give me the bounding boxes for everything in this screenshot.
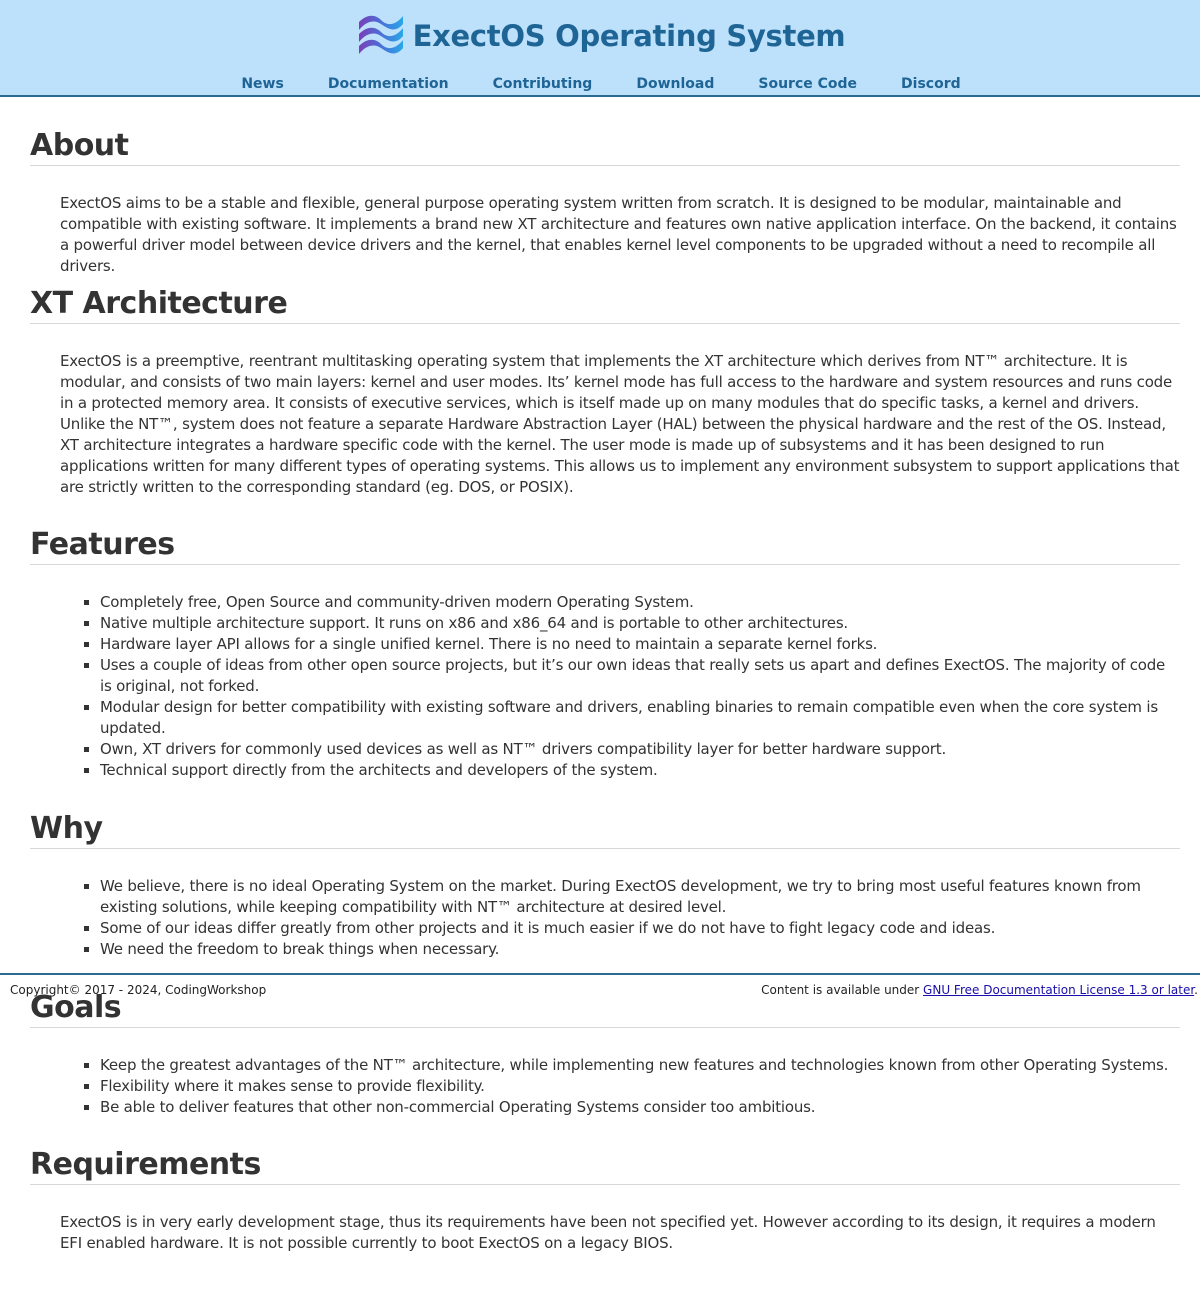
features-section (30, 527, 1180, 781)
main-nav (0, 76, 1200, 92)
list-item: ▪ We need the freedom to break things when necessary. (100, 939, 1180, 960)
features-heading: Features (30, 527, 1180, 565)
nav-news-link[interactable] (239, 76, 283, 92)
why-list (30, 876, 1180, 960)
goals-list (30, 1055, 1180, 1118)
list-item: ▪ Uses a couple of ideas from other open source projects, but it’s our own ideas that really sets us apart and defines ExectOS. The majority of code is original, not forked. (100, 655, 1180, 697)
xt-architecture-text: ExectOS is a preemptive, reentrant multitasking operating system that implements the XT architecture which derives from NT™ architecture. It is modular, and consists of two main layers: kernel and user modes. Its’ kernel mode has full access to the hardware and system resources and runs code in a protected memory area. It consists of executive services, which is itself made up on many modules that do specific tasks, a kernel and drivers. Unlike the NT™, system does not feature a separate Hardware Abstraction Layer (HAL) between the physical hardware and the rest of the OS. Instead, XT architecture integrates a hardware specific code with the kernel. The user mode is made up of subsystems and it has been designed to run applications written for many different types of operating systems. This allows us to implement any environment subsystem to support applications that are strictly written to the corresponding standard (eg. DOS, or POSIX). (60, 352, 1180, 496)
wave-logo-icon (355, 12, 413, 60)
requirements-heading: Requirements (30, 1147, 1180, 1185)
license-link[interactable]: GNU Free Documentation License 1.3 or later (923, 983, 1195, 997)
list-item: ▪ Modular design for better compatibility with existing software and drivers, enabling binaries to remain compatible even when the core system is updated. (100, 697, 1180, 739)
nav-source-code-link[interactable] (756, 76, 857, 92)
xt-architecture-section (30, 286, 1180, 498)
requirements-text: ExectOS is in very early development stage, thus its requirements have been not specified yet. However according to its design, it requires a modern EFI enabled hardware. It is not possible currently to boot ExectOS on a legacy BIOS. (60, 1213, 1156, 1252)
site-header (0, 0, 1200, 97)
list-item: ▪ Own, XT drivers for commonly used devices as well as NT™ drivers compatibility layer for better hardware support. (100, 739, 1180, 760)
goals-section (30, 990, 1180, 1118)
why-heading: Why (30, 811, 1180, 849)
site-footer (0, 973, 1200, 1005)
list-item: ▪ Native multiple architecture support. It runs on x86 and x86_64 and is portable to other architectures. (100, 613, 1180, 634)
list-item: ▪ Be able to deliver features that other non-commercial Operating Systems consider too ambitious. (100, 1097, 1180, 1118)
brand[interactable] (0, 12, 1200, 60)
site-title[interactable]: ExectOS Operating System (412, 19, 846, 53)
about-section (30, 128, 1180, 277)
list-item: ▪ Keep the greatest advantages of the NT™ architecture, while implementing new features and technologies known from other Operating Systems. (100, 1055, 1180, 1076)
nav-contributing-label: Contributing (492, 76, 593, 92)
nav-contributing-link[interactable] (491, 76, 593, 92)
list-item: ▪ Hardware layer API allows for a single unified kernel. There is no need to maintain a separate kernel forks. (100, 634, 1180, 655)
about-text: ExectOS aims to be a stable and flexible, general purpose operating system written from scratch. It is designed to be modular, maintainable and compatible with existing software. It implements a brand new XT architecture and features own native application interface. On the backend, it contains a powerful driver model between device drivers and the kernel, that enables kernel level components to be upgraded without a need to recompile all drivers. (60, 194, 1177, 275)
features-list (30, 592, 1180, 781)
why-section (30, 811, 1180, 960)
list-item: ▪ Technical support directly from the architects and developers of the system. (100, 760, 1180, 781)
license-prefix: Content is available under (761, 983, 924, 997)
nav-source-code-label: Source Code (758, 76, 858, 92)
list-item: ▪ Flexibility where it makes sense to provide flexibility. (100, 1076, 1180, 1097)
list-item: ▪ Completely free, Open Source and community-driven modern Operating System. (100, 592, 1180, 613)
nav-documentation-label: Documentation (327, 76, 449, 92)
requirements-section (30, 1147, 1180, 1254)
list-item: ▪ Some of our ideas differ greatly from other projects and it is much easier if we do not have to fight legacy code and ideas. (100, 918, 1180, 939)
nav-news-label: News (241, 76, 284, 92)
list-item: ▪ We believe, there is no ideal Operating System on the market. During ExectOS development, we try to bring most useful features known from existing solutions, while keeping compatibility with NT™ architecture at desired level. (100, 876, 1180, 918)
nav-discord-label: Discord (901, 76, 961, 92)
nav-download-label: Download (636, 76, 715, 92)
copyright-text: Copyright© 2017 - 2024, CodingWorkshop (10, 983, 267, 997)
nav-download-link[interactable] (634, 76, 714, 92)
nav-discord-link[interactable] (899, 76, 961, 92)
license-suffix: . (1194, 983, 1198, 997)
license-notice (761, 983, 1198, 997)
nav-documentation-link[interactable] (326, 76, 449, 92)
xt-architecture-heading: XT Architecture (30, 286, 1180, 324)
goals-heading: Goals (30, 990, 1180, 1028)
about-heading: About (30, 128, 1180, 166)
